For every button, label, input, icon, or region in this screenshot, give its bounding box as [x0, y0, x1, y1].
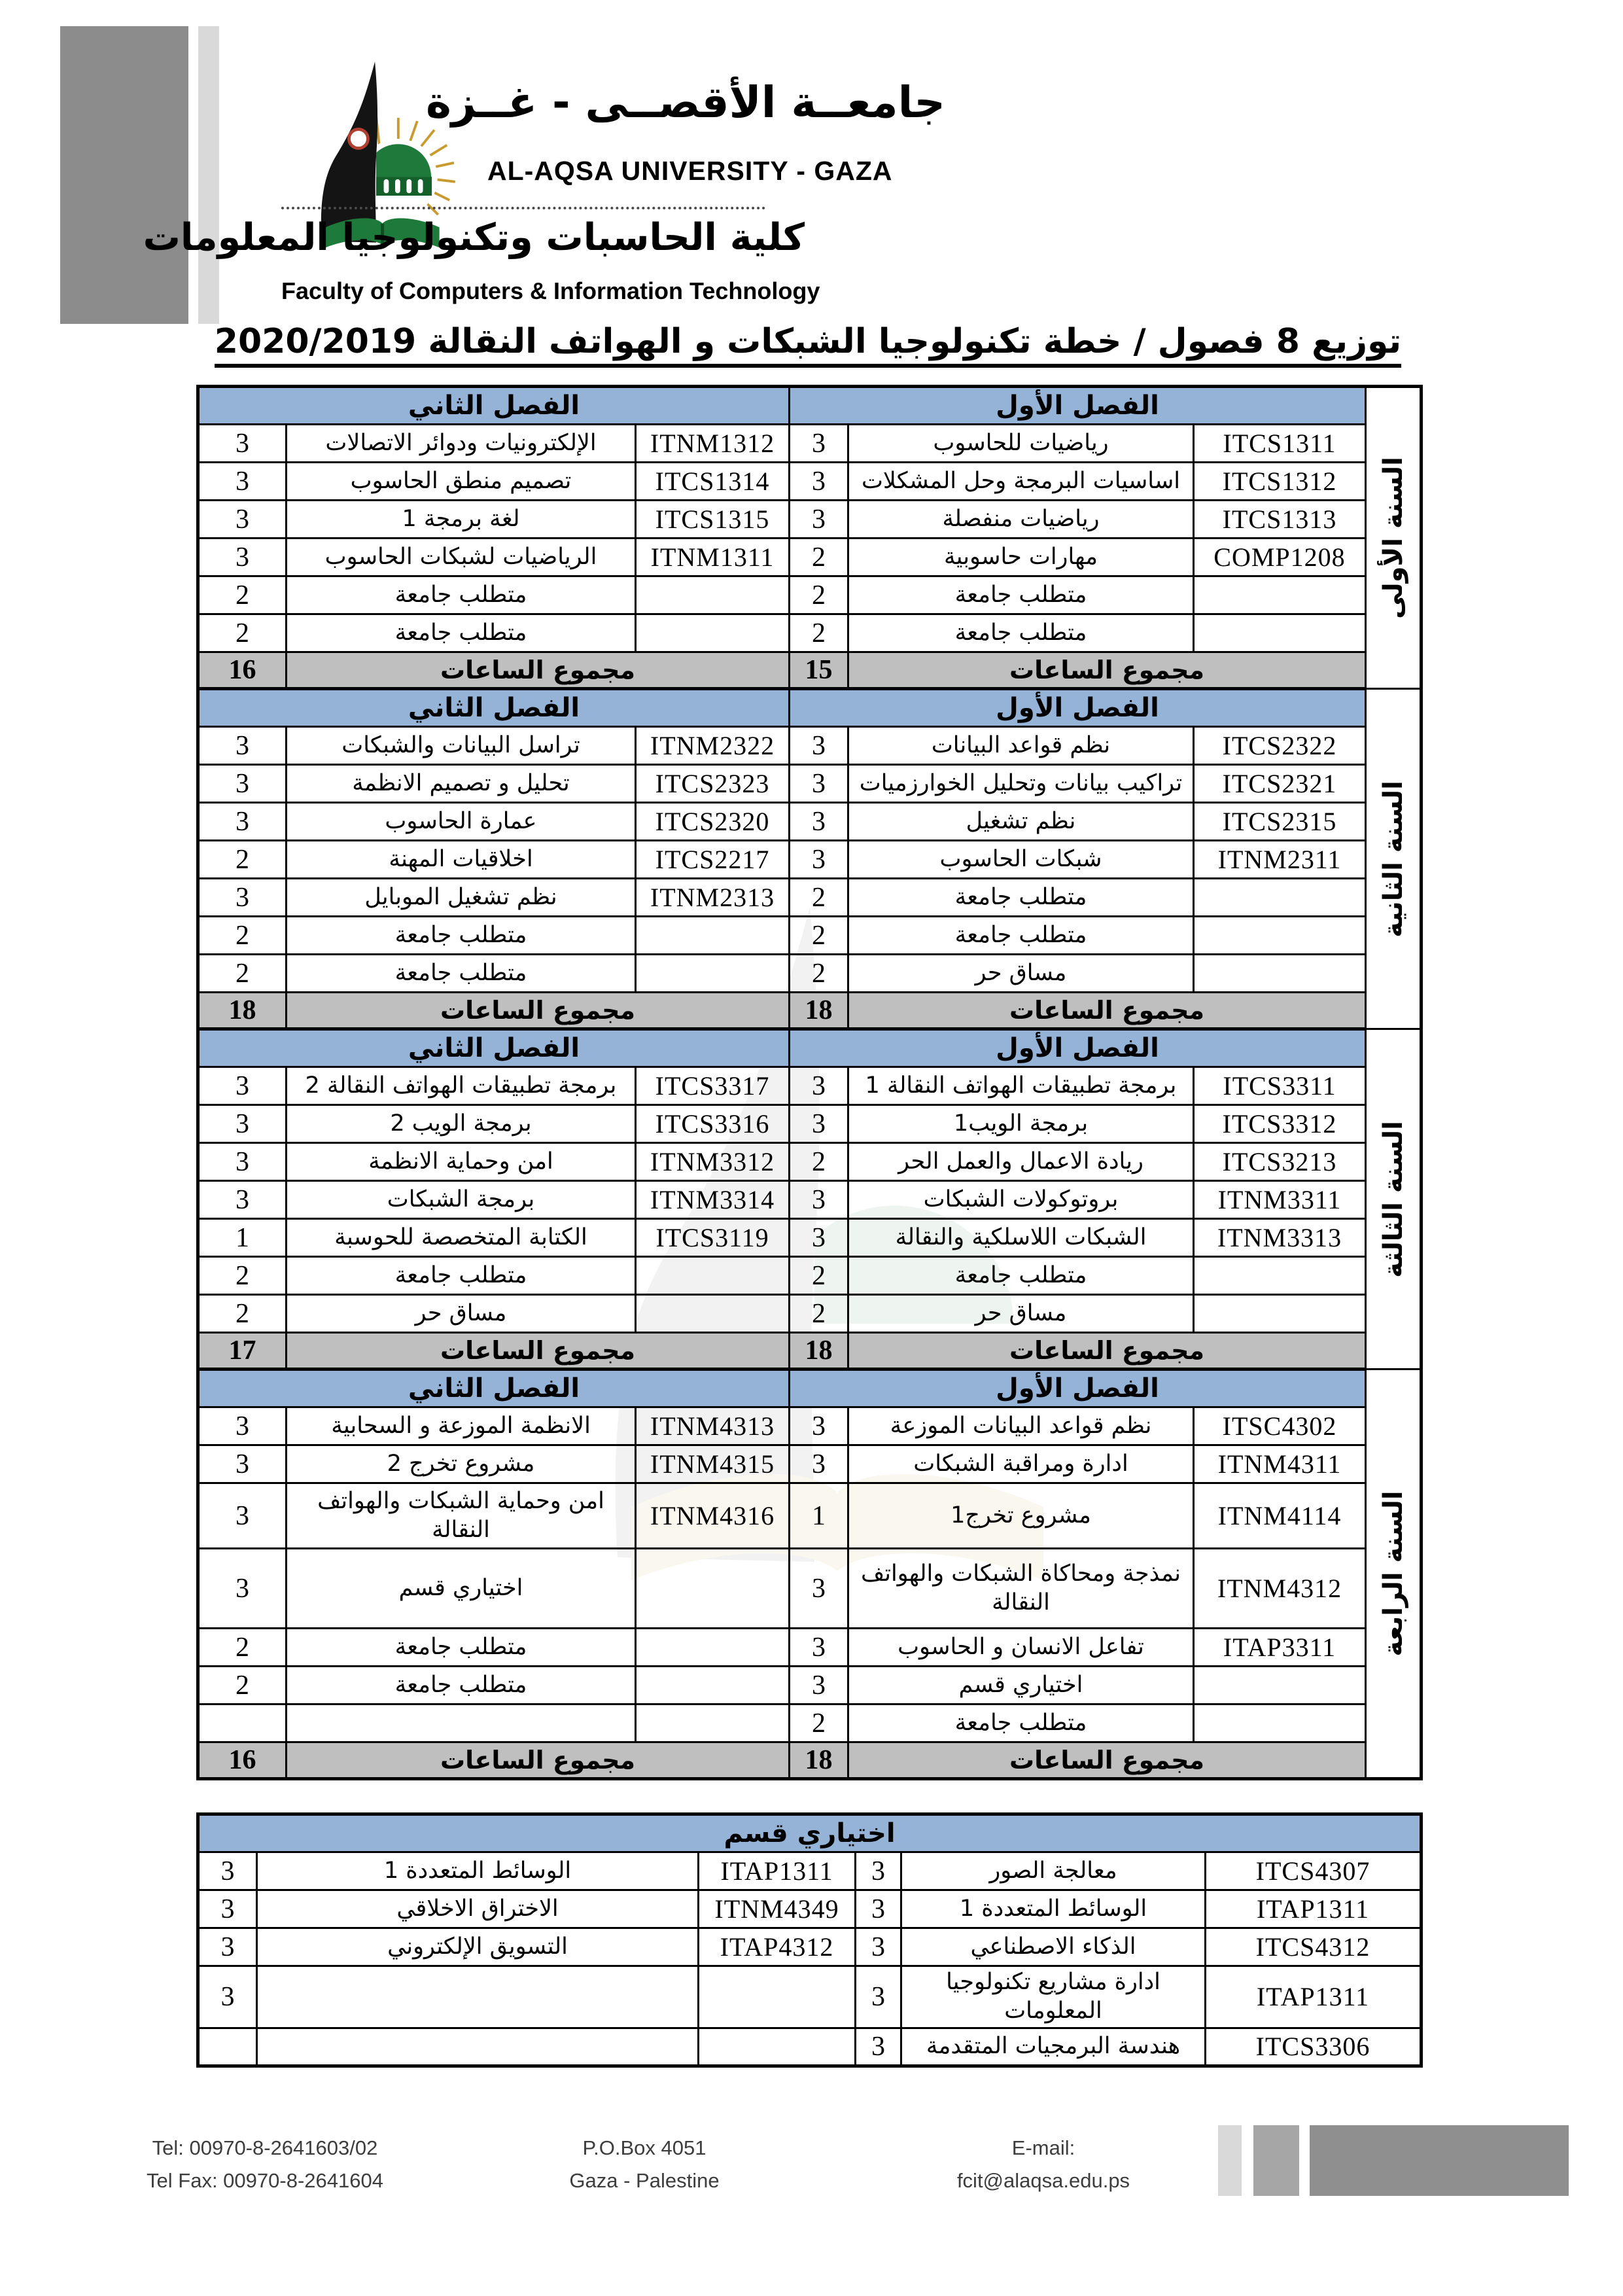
course-name-cell: متطلب جامعة [848, 576, 1194, 614]
footer-email [903, 2132, 1184, 2197]
credit-hours-cell: 3 [198, 539, 287, 576]
course-name-cell: الاختراق الاخلاقي [257, 1890, 699, 1928]
course-code-cell: ITAP1311 [699, 1852, 856, 1890]
course-code-cell [1194, 1295, 1366, 1333]
electives-table-container [196, 1812, 1423, 2068]
course-row [198, 2028, 1422, 2066]
credit-hours-cell: 2 [790, 1257, 848, 1295]
course-code-cell: ITCS2217 [636, 841, 790, 879]
course-row [198, 1445, 1422, 1483]
course-code-cell: ITNM3313 [1194, 1219, 1366, 1257]
credit-hours-cell: 2 [790, 614, 848, 652]
course-code-cell: ITNM4312 [1194, 1549, 1366, 1629]
course-row [198, 539, 1422, 576]
credit-hours-cell: 3 [790, 841, 848, 879]
year-label-cell [1366, 387, 1422, 689]
credit-hours-cell: 3 [198, 1105, 287, 1143]
credit-hours-cell: 3 [790, 1067, 848, 1105]
credit-hours-cell: 3 [198, 1852, 257, 1890]
credit-hours-cell: 2 [790, 576, 848, 614]
course-code-cell [636, 576, 790, 614]
footer-pobox: P.O.Box 4051 [582, 2136, 707, 2159]
course-row [198, 576, 1422, 614]
semester-header-row [198, 387, 1422, 425]
credit-hours-cell: 3 [198, 1067, 287, 1105]
course-code-cell: ITCS2321 [1194, 765, 1366, 803]
course-name-cell: مشروع تخرج1 [848, 1483, 1194, 1549]
course-row [198, 803, 1422, 841]
course-name-cell: برمجة الشبكات [287, 1181, 636, 1219]
credit-hours-cell: 3 [198, 1483, 287, 1549]
course-name-cell: نظم قواعد البيانات الموزعة [848, 1407, 1194, 1445]
course-name-cell: متطلب جامعة [287, 576, 636, 614]
course-name-cell: عمارة الحاسوب [287, 803, 636, 841]
course-code-cell: ITCS3306 [1206, 2028, 1422, 2066]
course-code-cell: ITCS2315 [1194, 803, 1366, 841]
course-code-cell: ITSC4302 [1194, 1407, 1366, 1445]
course-code-cell: ITNM3314 [636, 1181, 790, 1219]
course-name-cell: برمجة الويب 2 [287, 1105, 636, 1143]
course-name-cell: هندسة البرمجيات المتقدمة [901, 2028, 1206, 2066]
year-label: السنة الثانية [1378, 780, 1408, 938]
course-name-cell: مهارات حاسوبية [848, 539, 1194, 576]
credit-hours-cell: 3 [790, 1549, 848, 1629]
credit-hours-cell: 3 [790, 463, 848, 501]
course-code-cell: ITNM2311 [1194, 841, 1366, 879]
curriculum-table-container [196, 385, 1423, 1780]
credit-hours-cell: 2 [790, 1295, 848, 1333]
footer-email-address: fcit@alaqsa.edu.ps [956, 2168, 1130, 2192]
total-hours-label: مجموع الساعات [287, 1333, 790, 1369]
course-code-cell: ITNM4311 [1194, 1445, 1366, 1483]
course-name-cell: بروتوكولات الشبكات [848, 1181, 1194, 1219]
course-code-cell [699, 2028, 856, 2066]
course-name-cell: الوسائط المتعددة 1 [257, 1852, 699, 1890]
course-name-cell [287, 1704, 636, 1742]
credit-hours-cell: 3 [198, 463, 287, 501]
course-name-cell: امن وحماية الانظمة [287, 1143, 636, 1181]
credit-hours-cell: 1 [790, 1483, 848, 1549]
total-hours-row [198, 1742, 1422, 1779]
course-row [198, 425, 1422, 463]
footer-decor-block-mid [1253, 2125, 1299, 2196]
course-code-cell: ITCS3119 [636, 1219, 790, 1257]
header-divider [281, 207, 765, 209]
course-row [198, 1890, 1422, 1928]
credit-hours-cell [198, 1704, 287, 1742]
course-row [198, 1295, 1422, 1333]
course-code-cell [1194, 1257, 1366, 1295]
curriculum-table [196, 385, 1423, 1780]
credit-hours-cell: 3 [198, 879, 287, 917]
credit-hours-cell: 3 [198, 1407, 287, 1445]
credit-hours-cell: 2 [790, 917, 848, 955]
course-code-cell [636, 917, 790, 955]
course-name-cell: الذكاء الاصطناعي [901, 1928, 1206, 1966]
total-hours-label: مجموع الساعات [287, 652, 790, 689]
course-code-cell: ITNM4114 [1194, 1483, 1366, 1549]
footer-city: Gaza - Palestine [569, 2168, 720, 2192]
course-row [198, 1667, 1422, 1704]
credit-hours-cell: 3 [790, 1105, 848, 1143]
semester1-header: الفصل الأول [790, 1029, 1366, 1067]
course-name-cell: رياضيات منفصلة [848, 501, 1194, 539]
decor-bar-dark [60, 26, 188, 324]
course-code-cell: ITCS2322 [1194, 727, 1366, 765]
semester2-header: الفصل الثاني [198, 689, 790, 727]
course-code-cell [1194, 1704, 1366, 1742]
total-hours-row [198, 652, 1422, 689]
course-code-cell: ITCS2323 [636, 765, 790, 803]
credit-hours-cell: 2 [790, 1704, 848, 1742]
course-code-cell: ITCS1314 [636, 463, 790, 501]
credit-hours-cell: 2 [198, 917, 287, 955]
semester2-header: الفصل الثاني [198, 387, 790, 425]
university-name-english: AL-AQSA UNIVERSITY - GAZA [487, 156, 893, 186]
course-row [198, 841, 1422, 879]
course-code-cell: ITNM2322 [636, 727, 790, 765]
course-code-cell: ITNM4313 [636, 1407, 790, 1445]
semester-header-row [198, 1369, 1422, 1407]
course-name-cell: معالجة الصور [901, 1852, 1206, 1890]
course-code-cell [636, 955, 790, 993]
course-row [198, 1852, 1422, 1890]
credit-hours-cell: 3 [198, 1549, 287, 1629]
credit-hours-cell: 3 [790, 425, 848, 463]
course-code-cell: ITCS4312 [1206, 1928, 1422, 1966]
semester2-total-hours: 16 [198, 652, 287, 689]
course-row [198, 879, 1422, 917]
year-label: السنة الرابعة [1378, 1491, 1408, 1657]
course-code-cell: ITNM2313 [636, 879, 790, 917]
course-code-cell: ITNM3312 [636, 1143, 790, 1181]
footer-tel-line: Tel: 00970-8-2641603/02 [152, 2136, 378, 2159]
credit-hours-cell: 3 [198, 803, 287, 841]
footer-phone [111, 2132, 419, 2197]
semester2-total-hours: 17 [198, 1333, 287, 1369]
year-label-cell [1366, 1029, 1422, 1369]
course-name-cell: ادارة مشاريع تكنولوجيا المعلومات [901, 1966, 1206, 2028]
course-code-cell: ITCS1315 [636, 501, 790, 539]
course-name-cell: تراسل البيانات والشبكات [287, 727, 636, 765]
course-row [198, 1105, 1422, 1143]
course-name-cell: نظم تشغيل الموبايل [287, 879, 636, 917]
credit-hours-cell: 1 [198, 1219, 287, 1257]
semester2-total-hours: 18 [198, 993, 287, 1029]
credit-hours-cell: 2 [198, 614, 287, 652]
total-hours-label: مجموع الساعات [287, 1742, 790, 1779]
course-code-cell: ITCS3311 [1194, 1067, 1366, 1105]
course-row [198, 1219, 1422, 1257]
course-name-cell: برمجة تطبيقات الهواتف النقالة 1 [848, 1067, 1194, 1105]
total-hours-label: مجموع الساعات [848, 1742, 1366, 1779]
course-name-cell: متطلب جامعة [848, 1257, 1194, 1295]
course-code-cell: ITNM4349 [699, 1890, 856, 1928]
course-code-cell: ITAP1311 [1206, 1890, 1422, 1928]
course-row [198, 1181, 1422, 1219]
credit-hours-cell: 2 [790, 1143, 848, 1181]
course-name-cell: اختياري قسم [287, 1549, 636, 1629]
credit-hours-cell: 3 [790, 1219, 848, 1257]
credit-hours-cell: 3 [198, 1143, 287, 1181]
course-name-cell: مساق حر [848, 1295, 1194, 1333]
course-row [198, 1966, 1422, 2028]
course-code-cell [636, 1549, 790, 1629]
course-name-cell: التسويق الإلكتروني [257, 1928, 699, 1966]
course-name-cell: لغة برمجة 1 [287, 501, 636, 539]
course-name-cell: رياضيات للحاسوب [848, 425, 1194, 463]
course-code-cell: ITCS2320 [636, 803, 790, 841]
credit-hours-cell: 2 [790, 955, 848, 993]
credit-hours-cell: 3 [856, 2028, 901, 2066]
semester1-total-hours: 18 [790, 1333, 848, 1369]
credit-hours-cell: 3 [198, 765, 287, 803]
semester1-total-hours: 15 [790, 652, 848, 689]
year-label-cell [1366, 1369, 1422, 1779]
credit-hours-cell: 3 [790, 1445, 848, 1483]
year-label-cell [1366, 689, 1422, 1029]
credit-hours-cell: 3 [790, 727, 848, 765]
course-code-cell [1194, 1667, 1366, 1704]
course-name-cell: متطلب جامعة [287, 1629, 636, 1667]
course-code-cell [636, 1257, 790, 1295]
course-name-cell: اساسيات البرمجة وحل المشكلات [848, 463, 1194, 501]
course-name-cell: متطلب جامعة [287, 1667, 636, 1704]
credit-hours-cell: 2 [198, 955, 287, 993]
course-row [198, 501, 1422, 539]
course-name-cell: متطلب جامعة [287, 917, 636, 955]
credit-hours-cell: 3 [198, 1181, 287, 1219]
course-name-cell: الوسائط المتعددة 1 [901, 1890, 1206, 1928]
course-code-cell [1194, 955, 1366, 993]
credit-hours-cell: 2 [198, 1667, 287, 1704]
semester-header-row [198, 689, 1422, 727]
course-row [198, 1549, 1422, 1629]
course-code-cell: ITCS3316 [636, 1105, 790, 1143]
course-code-cell [1194, 614, 1366, 652]
course-name-cell: متطلب جامعة [287, 614, 636, 652]
credit-hours-cell: 3 [790, 1181, 848, 1219]
footer-decor-block-big [1310, 2125, 1569, 2196]
course-name-cell: متطلب جامعة [287, 955, 636, 993]
course-name-cell: تفاعل الانسان و الحاسوب [848, 1629, 1194, 1667]
semester1-total-hours: 18 [790, 1742, 848, 1779]
course-name-cell: امن وحماية الشبكات والهواتف النقالة [287, 1483, 636, 1549]
course-code-cell [636, 1704, 790, 1742]
year-label: السنة الثالثة [1378, 1120, 1408, 1278]
course-code-cell: ITNM1311 [636, 539, 790, 576]
total-hours-label: مجموع الساعات [287, 993, 790, 1029]
course-code-cell [636, 1667, 790, 1704]
course-code-cell [636, 1295, 790, 1333]
credit-hours-cell: 3 [856, 1928, 901, 1966]
course-row [198, 1483, 1422, 1549]
credit-hours-cell: 2 [790, 539, 848, 576]
semester2-header: الفصل الثاني [198, 1029, 790, 1067]
course-code-cell [636, 1629, 790, 1667]
course-name-cell: ادارة ومراقبة الشبكات [848, 1445, 1194, 1483]
decor-bar-light [198, 26, 219, 324]
footer-address [497, 2132, 792, 2197]
course-name-cell: تراكيب بيانات وتحليل الخوارزميات [848, 765, 1194, 803]
course-row [198, 1067, 1422, 1105]
credit-hours-cell: 3 [790, 501, 848, 539]
course-name-cell: متطلب جامعة [848, 917, 1194, 955]
university-name-arabic: جامعــة الأقصــى - غــزة [425, 77, 945, 128]
course-name-cell: الرياضيات لشبكات الحاسوب [287, 539, 636, 576]
course-name-cell: الانظمة الموزعة و السحابية [287, 1407, 636, 1445]
semester1-header: الفصل الأول [790, 689, 1366, 727]
course-code-cell [636, 614, 790, 652]
course-name-cell: الكتابة المتخصصة للحوسبة [287, 1219, 636, 1257]
credit-hours-cell: 3 [790, 765, 848, 803]
electives-table [196, 1812, 1423, 2068]
year-label: السنة الأولى [1378, 457, 1408, 619]
faculty-name-english: Faculty of Computers & Information Technology [281, 277, 820, 304]
course-row [198, 955, 1422, 993]
course-name-cell: ريادة الاعمال والعمل الحر [848, 1143, 1194, 1181]
semester2-header: الفصل الثاني [198, 1369, 790, 1407]
course-name-cell: اختياري قسم [848, 1667, 1194, 1704]
course-code-cell [1194, 576, 1366, 614]
course-code-cell: ITNM4315 [636, 1445, 790, 1483]
course-code-cell [1194, 879, 1366, 917]
course-row [198, 765, 1422, 803]
course-name-cell: مشروع تخرج 2 [287, 1445, 636, 1483]
credit-hours-cell: 3 [790, 1667, 848, 1704]
semester1-header: الفصل الأول [790, 387, 1366, 425]
course-name-cell: الإلكترونيات ودوائر الاتصالات [287, 425, 636, 463]
footer-fax-line: Tel Fax: 00970-8-2641604 [147, 2168, 383, 2192]
course-row [198, 917, 1422, 955]
credit-hours-cell: 3 [198, 425, 287, 463]
course-row [198, 1143, 1422, 1181]
credit-hours-cell: 2 [198, 841, 287, 879]
course-code-cell: ITCS1312 [1194, 463, 1366, 501]
course-name-cell [257, 2028, 699, 2066]
course-name-cell: نظم قواعد البيانات [848, 727, 1194, 765]
course-name-cell: تحليل و تصميم الانظمة [287, 765, 636, 803]
course-name-cell: تصميم منطق الحاسوب [287, 463, 636, 501]
semester1-header: الفصل الأول [790, 1369, 1366, 1407]
credit-hours-cell: 3 [856, 1852, 901, 1890]
credit-hours-cell: 3 [856, 1890, 901, 1928]
course-name-cell: برمجة تطبيقات الهواتف النقالة 2 [287, 1067, 636, 1105]
footer-email-label: E-mail: [1011, 2136, 1075, 2159]
course-code-cell: ITAP1311 [1206, 1966, 1422, 2028]
credit-hours-cell: 3 [198, 1890, 257, 1928]
course-code-cell: ITAP3311 [1194, 1629, 1366, 1667]
course-code-cell [699, 1966, 856, 2028]
total-hours-label: مجموع الساعات [848, 993, 1366, 1029]
credit-hours-cell: 3 [856, 1966, 901, 2028]
course-name-cell: الشبكات اللاسلكية والنقالة [848, 1219, 1194, 1257]
credit-hours-cell: 2 [790, 879, 848, 917]
semester-header-row [198, 1029, 1422, 1067]
credit-hours-cell: 2 [198, 576, 287, 614]
course-code-cell [1194, 917, 1366, 955]
credit-hours-cell: 2 [198, 1257, 287, 1295]
course-name-cell: برمجة الويب1 [848, 1105, 1194, 1143]
credit-hours-cell: 3 [198, 501, 287, 539]
credit-hours-cell: 2 [198, 1295, 287, 1333]
course-name-cell: متطلب جامعة [287, 1257, 636, 1295]
course-row [198, 727, 1422, 765]
course-code-cell: ITCS4307 [1206, 1852, 1422, 1890]
page-title: توزيع 8 فصول / خطة تكنولوجيا الشبكات و الهواتف النقالة 2020/2019 [196, 322, 1420, 368]
course-name-cell: شبكات الحاسوب [848, 841, 1194, 879]
course-code-cell: COMP1208 [1194, 539, 1366, 576]
course-name-cell: مساق حر [287, 1295, 636, 1333]
total-hours-row [198, 993, 1422, 1029]
course-code-cell: ITCS3312 [1194, 1105, 1366, 1143]
credit-hours-cell: 3 [790, 1629, 848, 1667]
course-row [198, 614, 1422, 652]
credit-hours-cell: 3 [790, 1407, 848, 1445]
course-code-cell: ITCS3317 [636, 1067, 790, 1105]
credit-hours-cell: 3 [198, 1928, 257, 1966]
course-name-cell: متطلب جامعة [848, 1704, 1194, 1742]
credit-hours-cell: 3 [198, 1445, 287, 1483]
course-name-cell: اخلاقيات المهنة [287, 841, 636, 879]
credit-hours-cell [198, 2028, 257, 2066]
electives-header: اختياري قسم [198, 1814, 1422, 1852]
course-code-cell: ITNM4316 [636, 1483, 790, 1549]
course-code-cell: ITCS3213 [1194, 1143, 1366, 1181]
total-hours-label: مجموع الساعات [848, 652, 1366, 689]
course-code-cell: ITNM3311 [1194, 1181, 1366, 1219]
course-name-cell: متطلب جامعة [848, 879, 1194, 917]
semester2-total-hours: 16 [198, 1742, 287, 1779]
course-code-cell: ITNM1312 [636, 425, 790, 463]
course-row [198, 463, 1422, 501]
credit-hours-cell: 3 [198, 1966, 257, 2028]
electives-header-row [198, 1814, 1422, 1852]
credit-hours-cell: 3 [790, 803, 848, 841]
semester1-total-hours: 18 [790, 993, 848, 1029]
course-name-cell: نظم تشغيل [848, 803, 1194, 841]
faculty-name-arabic: كلية الحاسبات وتكنولوجيا المعلومات [143, 216, 805, 259]
course-name-cell: مساق حر [848, 955, 1194, 993]
course-name-cell: متطلب جامعة [848, 614, 1194, 652]
total-hours-label: مجموع الساعات [848, 1333, 1366, 1369]
footer-decor-block-light [1218, 2125, 1242, 2196]
course-row [198, 1704, 1422, 1742]
course-name-cell: نمذجة ومحاكاة الشبكات والهواتف النقالة [848, 1549, 1194, 1629]
course-row [198, 1257, 1422, 1295]
course-row [198, 1407, 1422, 1445]
total-hours-row [198, 1333, 1422, 1369]
course-code-cell: ITCS1313 [1194, 501, 1366, 539]
course-code-cell: ITAP4312 [699, 1928, 856, 1966]
credit-hours-cell: 2 [198, 1629, 287, 1667]
course-code-cell: ITCS1311 [1194, 425, 1366, 463]
course-row [198, 1629, 1422, 1667]
course-name-cell [257, 1966, 699, 2028]
credit-hours-cell: 3 [198, 727, 287, 765]
course-row [198, 1928, 1422, 1966]
